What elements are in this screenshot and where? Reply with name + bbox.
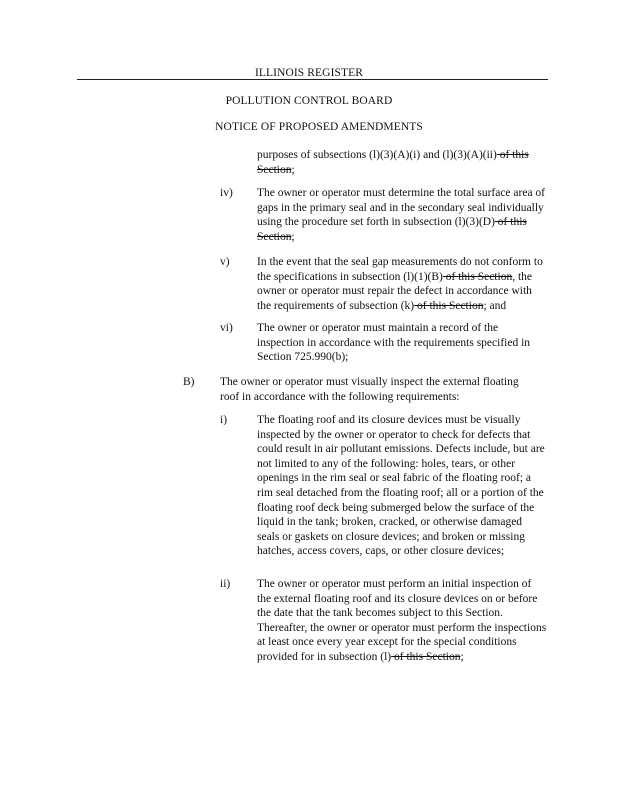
item-number-iv: iv) (220, 187, 233, 199)
header-rule (77, 79, 548, 80)
board-name: POLLUTION CONTROL BOARD (225, 95, 393, 107)
item-number-B-i: i) (220, 414, 228, 426)
item-v-text: In the event that the seal gap measurements do not conform to the specifications in subsection (l)(1)(B) of this Section, the owner or operator must repair the defect in accordance with the requirements of subsection (k) of this Section; and (257, 256, 543, 312)
item-B-ii-text: The owner or operator must perform an initial inspection of the external floating roof and its closure devices on or before the date that the tank becomes subject to this Section. Thereafter, the owner or operator must perform the inspections at least once every year except for the special conditions provided for in subsection (l) of this Section; (257, 578, 547, 663)
struck-text: of this Section (257, 216, 527, 243)
struck-text: of this Section (257, 149, 529, 176)
item-number-B: B) (183, 376, 195, 388)
item-iv-text: The owner or operator must determine the total surface area of gaps in the primary seal and in the secondary seal individually using the procedure set forth in subsection (l)(3)(D) of this Section; (257, 187, 546, 243)
notice-title: NOTICE OF PROPOSED AMENDMENTS (215, 121, 423, 133)
struck-text: of this Section (414, 299, 484, 312)
item-vi-text: The owner or operator must maintain a record of the inspection in accordance with the requirements specified in Section 725.990(b); (257, 322, 531, 364)
item-B-text: The owner or operator must visually inspect the external floating roof in accordance with the following requirements: (220, 376, 519, 403)
item-number-v: v) (220, 256, 230, 268)
struck-text: of this Section (391, 650, 461, 663)
item-number-vi: vi) (220, 322, 233, 334)
register-title: ILLINOIS REGISTER (254, 67, 364, 79)
struck-text: of this Section (442, 270, 513, 283)
continuation-paragraph: purposes of subsections (l)(3)(A)(i) and (l)(3)(A)(ii) of this Section; (257, 149, 529, 176)
item-B-i-text: The floating roof and its closure devices must be visually inspected by the owner or operator to check for defects that could result in air pollutant emissions. Defects include, but are not limited to any of the following: holes, tears, or other openings in the rim seal or seal fabric of the floating roof; a rim seal detached from the floating roof; all or a portion of the floating roof deck being submerged below the surface of the liquid in the tank; broken, cracked, or otherwise damaged seals or gaskets on closure devices; and broken or missing hatches, access covers, caps, or other closure devices; (257, 414, 545, 558)
item-number-B-ii: ii) (220, 578, 231, 590)
